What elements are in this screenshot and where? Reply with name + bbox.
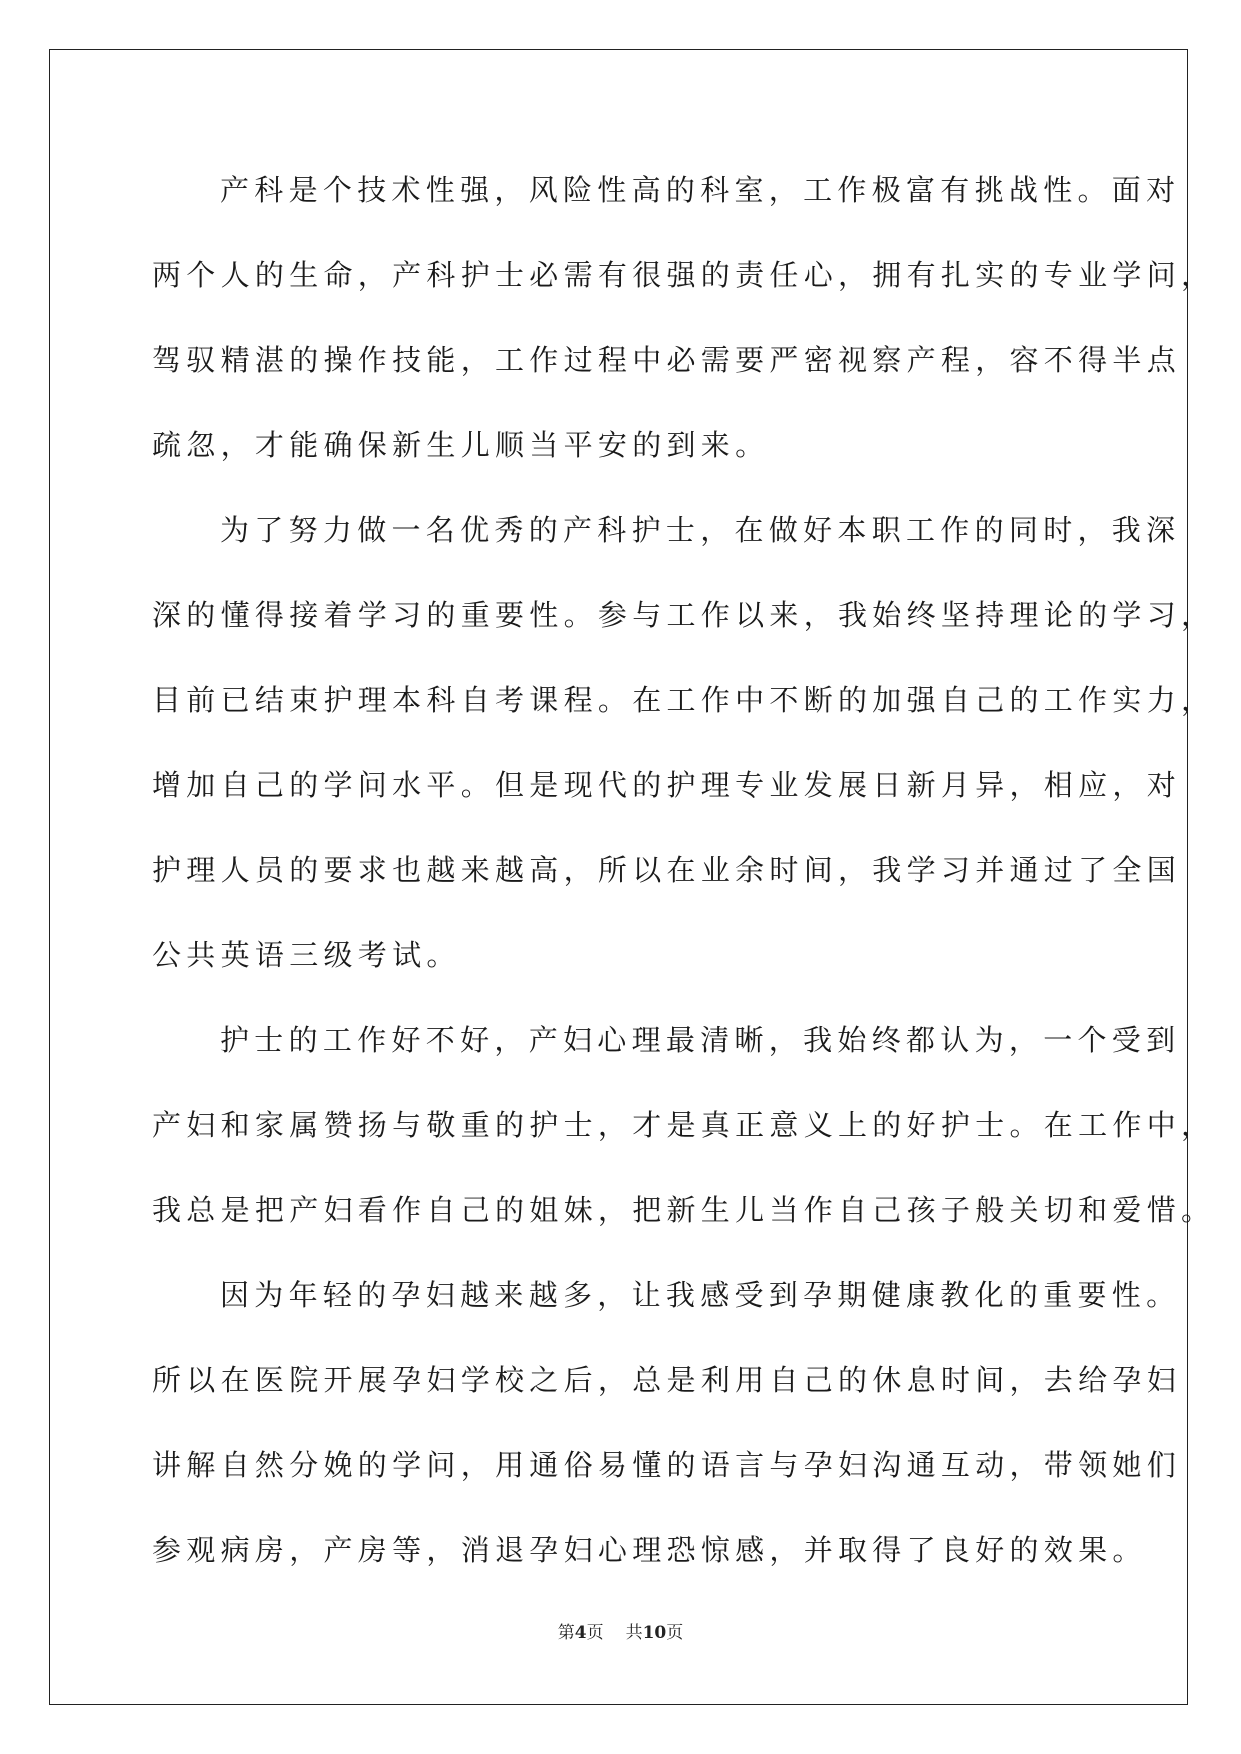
total-prefix: 共 [625,1623,643,1643]
page-footer [0,1618,1241,1643]
paragraph-2-line-1: 为了努力做一名优秀的产科护士，在做好本职工作的同时，我深 [220,513,1181,547]
paragraph-4-line-4: 参观病房，产房等，消退孕妇心理恐惊感，并取得了良好的效果。 [152,1533,1147,1567]
paragraph-1-line-1: 产科是个技术性强，风险性高的科室，工作极富有挑战性。面对 [220,173,1181,207]
paragraph-4-line-2: 所以在医院开展孕妇学校之后，总是利用自己的休息时间，去给孕妇 [152,1363,1182,1397]
document-body [152,165,1216,1610]
paragraph-3-line-1: 护士的工作好不好，产妇心理最清晰，我始终都认为，一个受到 [220,1023,1181,1057]
page-suffix: 页 [586,1623,604,1643]
page-prefix: 第 [557,1623,575,1643]
paragraph-1-line-2: 两个人的生命，产科护士必需有很强的责任心，拥有扎实的专业学问， [152,258,1216,292]
paragraph-1-line-4: 疏忽，才能确保新生儿顺当平安的到来。 [152,428,770,462]
total-page-number: 10 [642,1623,667,1643]
total-suffix: 页 [666,1623,684,1643]
current-page-number: 4 [574,1623,587,1643]
paragraph-4-line-3: 讲解自然分娩的学问，用通俗易懂的语言与孕妇沟通互动，带领她们 [152,1448,1182,1482]
paragraph-2-line-2: 深的懂得接着学习的重要性。参与工作以来，我始终坚持理论的学习， [152,598,1216,632]
paragraph-3-line-3: 我总是把产妇看作自己的姐妹，把新生儿当作自己孩子般关切和爱惜。 [152,1193,1216,1227]
paragraph-2-line-6: 公共英语三级考试。 [152,938,461,972]
paragraph-4-line-1: 因为年轻的孕妇越来越多，让我感受到孕期健康教化的重要性。 [220,1278,1181,1312]
paragraph-2-line-4: 增加自己的学问水平。但是现代的护理专业发展日新月异，相应，对 [152,768,1182,802]
paragraph-3-line-2: 产妇和家属赞扬与敬重的护士，才是真正意义上的好护士。在工作中， [152,1108,1216,1142]
paragraph-1-line-3: 驾驭精湛的操作技能，工作过程中必需要严密视察产程，容不得半点 [152,343,1182,377]
paragraph-2-line-3: 目前已结束护理本科自考课程。在工作中不断的加强自己的工作实力， [152,683,1216,717]
paragraph-2-line-5: 护理人员的要求也越来越高，所以在业余时间，我学习并通过了全国 [152,853,1182,887]
